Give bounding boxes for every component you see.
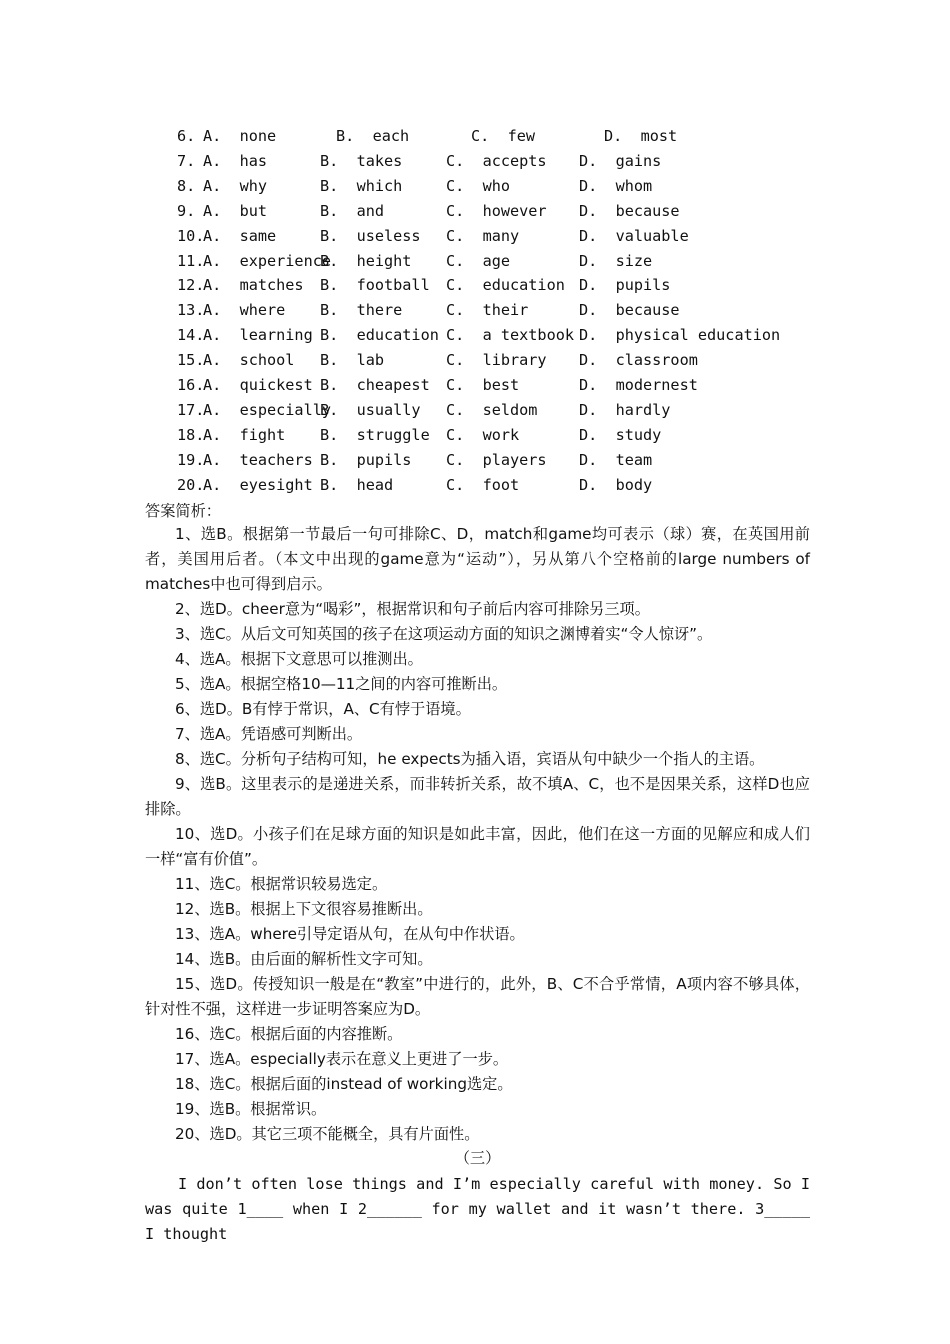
option-a: A. experience — [203, 251, 332, 270]
answer-item: 3、选C。从后文可知英国的孩子在这项运动方面的知识之渊博着实“令人惊讶”。 — [175, 625, 713, 643]
option-c: C. their — [446, 301, 529, 320]
option-a: A. where — [203, 301, 286, 320]
question-number: 7. — [177, 151, 196, 170]
answer-item: 5、选A。根据空格10—11之间的内容可推断出。 — [175, 675, 508, 693]
option-row — [0, 252, 950, 274]
option-c: C. seldom — [446, 400, 538, 419]
option-a: A. but — [203, 201, 268, 220]
question-number: 6. — [177, 127, 196, 145]
option-d: D. gains — [579, 151, 662, 170]
option-b: B. pupils — [320, 450, 412, 469]
option-a: A. fight — [203, 425, 286, 444]
answer-item: 4、选A。根据下文意思可以推测出。 — [175, 650, 423, 668]
option-row — [0, 426, 950, 448]
option-d: D. because — [579, 301, 680, 320]
question-number: 13. — [177, 301, 205, 320]
option-c: C. however — [446, 201, 547, 220]
answer-item: 1、选B。根据第一节最后一句可排除C、D，match和game均可表示（球）赛，在英国用前者，美国用后者。（本文中出现的game意为“运动”），另从第八个空格前的large numbers of matches中也可得到启示。 — [145, 525, 810, 593]
question-number: 11. — [177, 251, 205, 270]
option-row — [0, 177, 950, 199]
option-b: B. struggle — [320, 425, 430, 444]
question-number: 8. — [177, 176, 196, 195]
option-c: C. who — [446, 176, 511, 195]
question-number: 15. — [177, 351, 205, 370]
option-c: C. library — [446, 351, 547, 370]
section-title: （三） — [454, 1149, 501, 1167]
option-d: D. body — [579, 475, 653, 494]
option-d: D. modernest — [579, 376, 698, 394]
answer-item: 7、选A。凭语感可判断出。 — [175, 725, 363, 743]
option-row — [0, 127, 950, 149]
option-b: B. and — [320, 201, 385, 220]
option-d: D. valuable — [579, 226, 689, 245]
answer-item: 8、选C。分析句子结构可知，he expects为插入语，宾语从句中缺少一个指人的主语。 — [175, 750, 765, 768]
option-c: C. foot — [446, 475, 520, 494]
option-d: D. most — [604, 127, 678, 145]
option-a: A. same — [203, 226, 277, 245]
option-d: D. hardly — [579, 400, 671, 419]
option-d: D. pupils — [579, 276, 671, 295]
option-d: D. whom — [579, 176, 653, 195]
answers-list — [145, 522, 810, 1147]
option-a: A. none — [203, 127, 277, 145]
answer-item: 13、选A。where引导定语从句，在从句中作状语。 — [175, 925, 525, 943]
option-c: C. accepts — [446, 151, 547, 170]
option-c: C. a textbook — [446, 326, 575, 345]
question-number: 9. — [177, 201, 196, 220]
question-number: 16. — [177, 376, 205, 394]
question-number: 14. — [177, 326, 205, 345]
option-a: A. especially — [203, 400, 332, 419]
option-b: B. takes — [320, 151, 403, 170]
option-d: D. size — [579, 251, 653, 270]
option-row — [0, 376, 950, 398]
question-number: 17. — [177, 400, 205, 419]
option-c: C. work — [446, 425, 520, 444]
option-a: A. teachers — [203, 450, 313, 469]
option-b: B. useless — [320, 226, 421, 245]
option-d: D. classroom — [579, 351, 698, 370]
option-c: C. education — [446, 276, 565, 295]
option-d: D. study — [579, 425, 662, 444]
option-a: A. why — [203, 176, 268, 195]
option-c: C. age — [446, 251, 511, 270]
option-d: D. team — [579, 450, 653, 469]
option-d: D. because — [579, 201, 680, 220]
option-b: B. which — [320, 176, 403, 195]
option-row — [0, 227, 950, 249]
option-c: C. many — [446, 226, 520, 245]
option-b: B. there — [320, 301, 403, 320]
option-row — [0, 476, 950, 498]
option-b: B. cheapest — [320, 376, 430, 394]
answer-item: 18、选C。根据后面的instead of working选定。 — [175, 1075, 513, 1093]
option-b: B. lab — [320, 351, 385, 370]
option-a: A. quickest — [203, 376, 313, 394]
option-a: A. eyesight — [203, 475, 313, 494]
answer-item: 20、选D。其它三项不能概全，具有片面性。 — [175, 1125, 480, 1143]
option-d: D. physical education — [579, 326, 781, 345]
option-a: A. learning — [203, 326, 313, 345]
option-row — [0, 351, 950, 373]
option-c: C. few — [471, 127, 536, 145]
passage-paragraph: I don’t often lose things and I’m especially careful with money. So I was quite 1____ when I 2______ for my wallet and it wasn’t there. 3_____ I thought — [145, 1175, 810, 1243]
option-row — [0, 451, 950, 473]
option-a: A. has — [203, 151, 268, 170]
answer-item: 9、选B。这里表示的是递进关系，而非转折关系，故不填A、C，也不是因果关系，这样D也应排除。 — [145, 775, 810, 818]
answer-item: 11、选C。根据常识较易选定。 — [175, 875, 388, 893]
answer-item: 14、选B。由后面的解析性文字可知。 — [175, 950, 433, 968]
option-row — [0, 276, 950, 298]
answer-item: 2、选D。cheer意为“喝彩”，根据常识和句子前后内容可排除另三项。 — [175, 600, 650, 618]
question-number: 19. — [177, 450, 205, 469]
option-c: C. players — [446, 450, 547, 469]
passage-text — [145, 1172, 810, 1247]
option-b: B. usually — [320, 400, 421, 419]
answer-item: 16、选C。根据后面的内容推断。 — [175, 1025, 403, 1043]
option-b: B. head — [320, 475, 394, 494]
option-row — [0, 152, 950, 174]
answer-item: 12、选B。根据上下文很容易推断出。 — [175, 900, 433, 918]
option-row — [0, 326, 950, 348]
option-a: A. school — [203, 351, 295, 370]
question-number: 12. — [177, 276, 205, 295]
option-b: B. each — [336, 127, 410, 145]
question-number: 10. — [177, 226, 205, 245]
question-number: 18. — [177, 425, 205, 444]
option-b: B. football — [320, 276, 430, 295]
option-c: C. best — [446, 376, 520, 394]
answer-item: 10、选D。小孩子们在足球方面的知识是如此丰富，因此，他们在这一方面的见解应和成人们一样“富有价值”。 — [145, 825, 810, 868]
question-number: 20. — [177, 475, 205, 494]
option-row — [0, 301, 950, 323]
answer-item: 19、选B。根据常识。 — [175, 1100, 327, 1118]
answer-item: 17、选A。especially表示在意义上更进了一步。 — [175, 1050, 509, 1068]
option-row — [0, 401, 950, 423]
answer-item: 15、选D。传授知识一般是在“教室”中进行的，此外，B、C不合乎常情，A项内容不够具体，针对性不强，这样进一步证明答案应为D。 — [145, 975, 810, 1018]
answer-item: 6、选D。B有悖于常识，A、C有悖于语境。 — [175, 700, 471, 718]
option-b: B. height — [320, 251, 412, 270]
option-row — [0, 202, 950, 224]
option-a: A. matches — [203, 276, 304, 295]
option-b: B. education — [320, 326, 439, 345]
answer-heading: 答案简析： — [145, 502, 221, 520]
